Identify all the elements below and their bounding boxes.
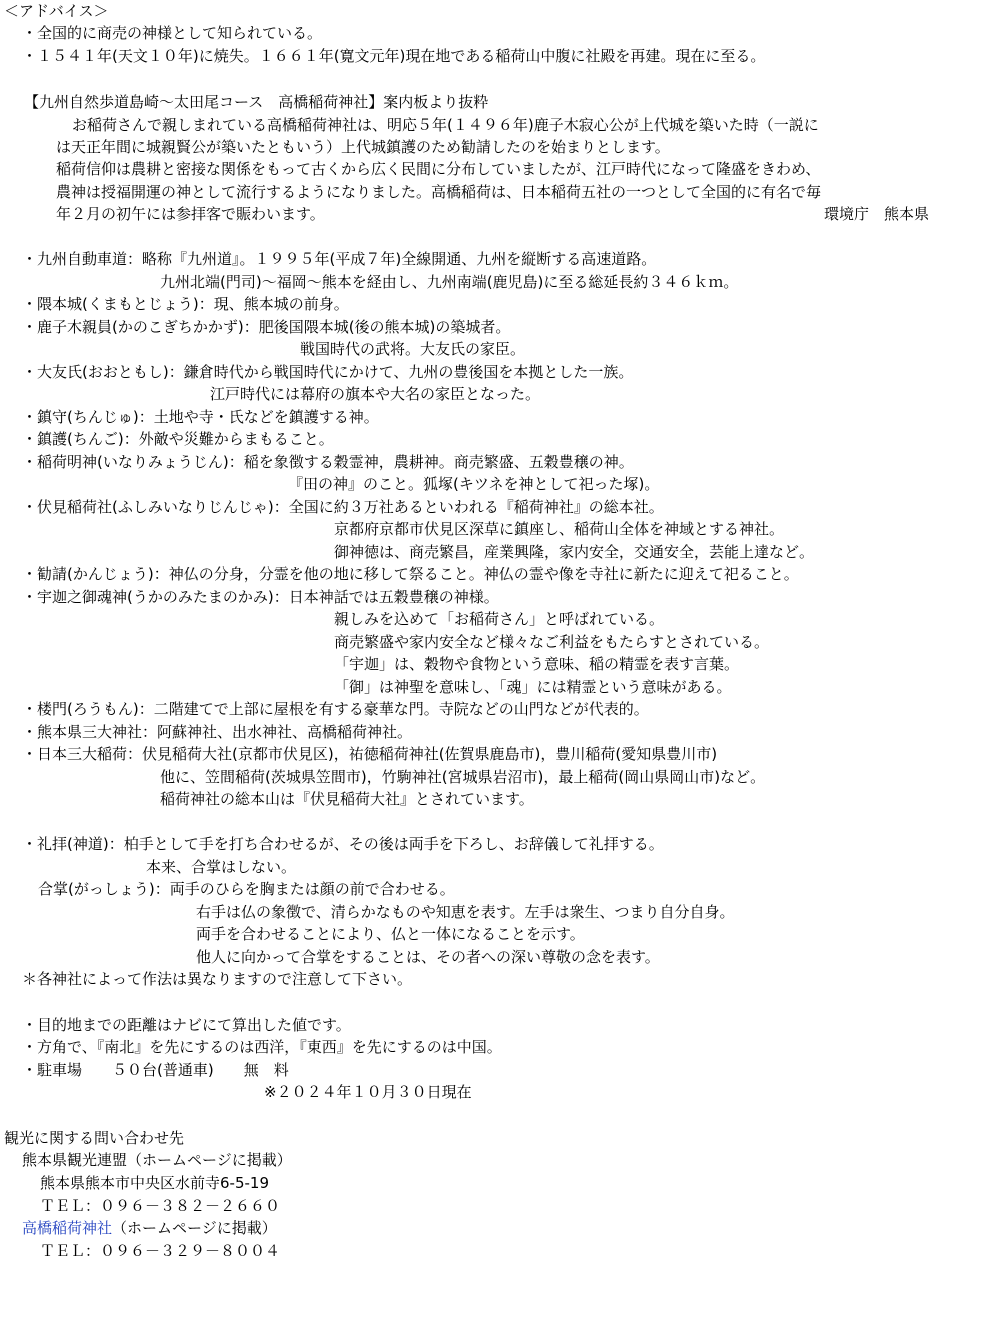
advice-item: ・１５４１年(天文１０年)に焼失。１６６１年(寛文元年)現在地である稲荷山中腹に社殿を再建。現在に至る。: [22, 47, 766, 65]
worship-line: 他人に向かって合掌をすることは、その者への深い尊敬の念を表す。: [196, 948, 660, 966]
signboard-source: 環境庁 熊本県: [824, 205, 930, 223]
glossary-line: ・楼門(ろうもん)：二階建てで上部に屋根を有する豪華な門。寺院などの山門などが代表的。: [22, 700, 649, 718]
glossary-line: ・隈本城(くまもとじょう)：現、熊本城の前身。: [22, 295, 349, 313]
worship-line: 本来、合掌はしない。: [146, 858, 297, 876]
glossary-line: ・勧請(かんじょう)：神仏の分身，分霊を他の地に移して祭ること。神仏の霊や像を寺社に新たに迎えて祀ること。: [22, 565, 799, 583]
signboard-line: は天正年間に城親賢公が築いたともいう）上代城鎮護のため勧請したのを始まりとします。: [56, 138, 670, 156]
signboard-line: お稲荷さんで親しまれている高橋稲荷神社は、明応５年(１４９６年)鹿子木寂心公が上代城を築いた時（一説に: [72, 116, 819, 134]
note-line: ・目的地までの距離はナビにて算出した値です。: [22, 1016, 351, 1034]
worship-line: 合掌(がっしょう)：両手のひらを胸または顔の前で合わせる。: [38, 880, 455, 898]
advice-heading: ＜アドバイス＞: [4, 2, 109, 20]
as-of-date: ※２０２４年１０月３０日現在: [264, 1083, 472, 1101]
contact-tel: ＴＥＬ：０９６－３２９－８００４: [40, 1242, 281, 1260]
glossary-line: 京都府京都市伏見区深草に鎮座し、稲荷山全体を神域とする神社。: [334, 520, 785, 538]
parking-line: ・駐車場 ５０台(普通車) 無 料: [22, 1061, 289, 1079]
glossary-line: 他に、笠間稲荷(茨城県笠間市)，竹駒神社(宮城県岩沼市)，最上稲荷(岡山県岡山市)など。: [160, 768, 766, 786]
glossary-line: 「宇迦」は、穀物や食物という意味、稲の精霊を表す言葉。: [334, 655, 740, 673]
shrine-link[interactable]: 高橋稲荷神社: [22, 1219, 113, 1237]
contact-address: 熊本県熊本市中央区水前寺6-5-19: [40, 1174, 270, 1192]
signboard-line: 稲荷信仰は農耕と密接な関係をもって古くから広く民間に分布していましたが、江戸時代になって隆盛をきわめ、: [56, 160, 821, 178]
note-line: ・方角で、『南北』を先にするのは西洋，『東西』を先にするのは中国。: [22, 1038, 502, 1056]
signboard-line: 農神は授福開運の神として流行するようになりました。高橋稲荷は、日本稲荷五社の一つとして全国的に有名で毎: [56, 183, 822, 201]
glossary-line: 九州北端(門司)～福岡～熊本を経由し、九州南端(鹿児島)に至る総延長約３４６ｋｍ。: [160, 273, 739, 291]
glossary-line: ・九州自動車道：略称『九州道』。１９９５年(平成７年)全線開通、九州を縦断する高速道路。: [22, 250, 657, 268]
glossary-line: 御神徳は、商売繁昌，産業興隆，家内安全，交通安全，芸能上達など。: [334, 543, 815, 561]
contact-heading: 観光に関する問い合わせ先: [4, 1129, 185, 1147]
glossary-line: 商売繁盛や家内安全など様々なご利益をもたらすとされている。: [334, 633, 770, 651]
contact-org-name: 熊本県観光連盟（ホームページに掲載）: [22, 1151, 292, 1169]
glossary-line: ・伏見稲荷社(ふしみいなりじんじゃ)：全国に約３万社あるといわれる『稲荷神社』の総本社。: [22, 498, 664, 516]
signboard-title: 【九州自然歩道島崎～太田尾コース 高橋稲荷神社】案内板より抜粋: [24, 93, 489, 111]
worship-line: ・礼拝(神道)：柏手として手を打ち合わせるが、その後は両手を下ろし、お辞儀して礼拝する。: [22, 835, 664, 853]
glossary-line: ・鎮守(ちんじゅ)：土地や寺・氏などを鎮護する神。: [22, 408, 379, 426]
contact-tel: ＴＥＬ：０９６－３８２－２６６０: [40, 1197, 281, 1215]
contact-org2: [22, 1217, 277, 1239]
signboard-line: 年２月の初午には参拝客で賑わいます。: [56, 205, 325, 223]
glossary-line: 『田の神』のこと。狐塚(キツネを神として祀った塚)。: [288, 475, 660, 493]
glossary-line: ・熊本県三大神社：阿蘇神社、出水神社、高橋稲荷神社。: [22, 723, 413, 741]
glossary-line: 稲荷神社の総本山は『伏見稲荷大社』とされています。: [160, 790, 534, 808]
glossary-line: ・宇迦之御魂神(うかのみたまのかみ)：日本神話では五穀豊穣の神様。: [22, 588, 499, 606]
glossary-line: 親しみを込めて「お稲荷さん」と呼ばれている。: [334, 610, 665, 628]
worship-line: 右手は仏の象徴で、清らかなものや知恵を表す。左手は衆生、つまり自分自身。: [196, 903, 735, 921]
glossary-line: ・日本三大稲荷：伏見稲荷大社(京都市伏見区)，祐徳稲荷神社(佐賀県鹿島市)，豊川稲荷(愛知県豊川市): [22, 745, 718, 763]
glossary-line: 「御」は神聖を意味し、「魂」には精霊という意味がある。: [334, 678, 732, 696]
glossary-line: ・大友氏(おおともし)：鎌倉時代から戦国時代にかけて、九州の豊後国を本拠とした一族。: [22, 363, 634, 381]
worship-note: ＊各神社によって作法は異なりますので注意して下さい。: [22, 970, 413, 988]
advice-item: ・全国的に商売の神様として知られている。: [22, 24, 323, 42]
glossary-line: 戦国時代の武将。大友氏の家臣。: [300, 340, 526, 358]
glossary-line: 江戸時代には幕府の旗本や大名の家臣となった。: [210, 385, 541, 403]
glossary-line: ・鎮護(ちんご)：外敵や災難からまもること。: [22, 430, 334, 448]
glossary-line: ・鹿子木親員(かのこぎちかかず)：肥後国隈本城(後の熊本城)の築城者。: [22, 318, 511, 336]
glossary-line: ・稲荷明神(いなりみょうじん)：稲を象徴する穀霊神，農耕神。商売繁盛、五穀豊穣の神。: [22, 453, 634, 471]
worship-line: 両手を合わせることにより、仏と一体になることを示す。: [196, 925, 585, 943]
shrine-link-suffix: （ホームページに掲載）: [112, 1219, 277, 1237]
